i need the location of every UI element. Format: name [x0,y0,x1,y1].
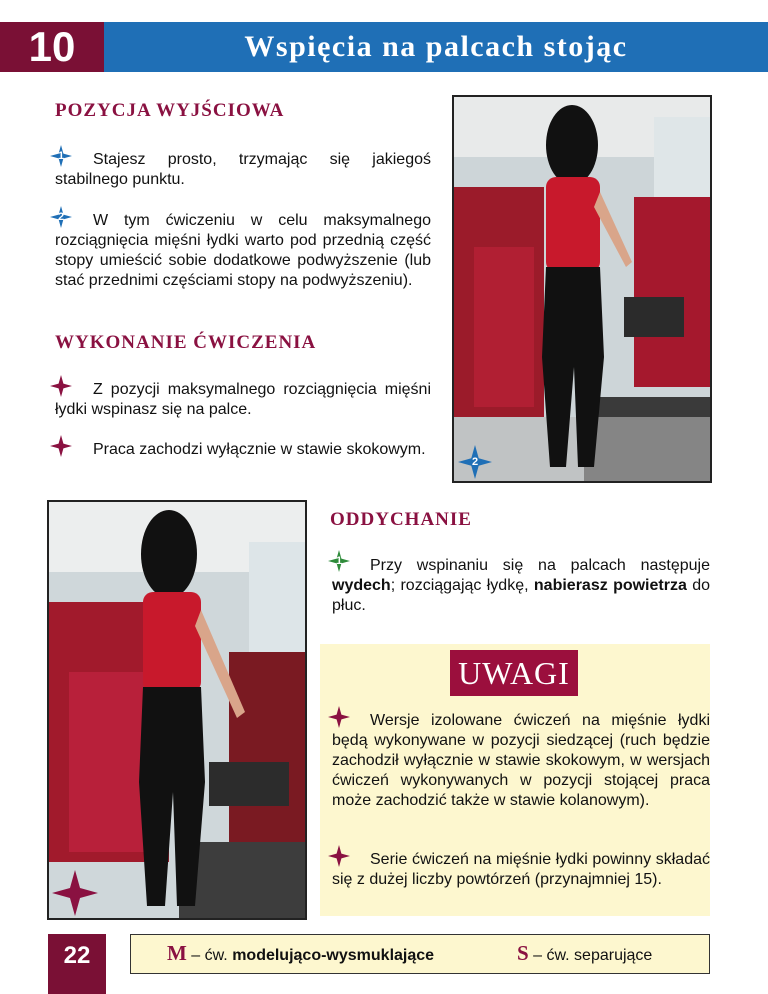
legend-letter: S [517,941,529,965]
photo-illustration [49,502,305,918]
paragraph: Z pozycji maksymalnego rozciągnięcia mięśni łydki wspinasz się na palce. [55,381,431,418]
exercise-photo-top [452,95,712,483]
marker-number: 2 [471,456,479,468]
notes-heading: UWAGI [450,650,578,696]
exercise-photo-bottom [47,500,307,920]
bold-term: nabierasz powietrza [533,577,687,594]
marker-number: 1 [335,555,343,567]
section-heading-breath: ODDYCHANIE [330,509,472,530]
page-title: Wspięcia na palcach stojąc [104,22,768,72]
bold-term: wydech [332,577,391,594]
photo-illustration [454,97,710,481]
page-number: 22 [48,934,106,994]
legend-m [167,935,434,974]
paragraph: Wersje izolowane ćwiczeń na mięśnie łydki będą wykonywane w pozycji siedzącej (ruch będzie zachodził wyłącznie w stawie skokowym, w wersjach ćwiczeń wykonywanych w pozycji stojącej praca może zachodzić także w stawie kolanowym). [332,712,710,809]
paragraph: Stajesz prosto, trzymając się jakiegoś stabilnego punktu. [55,151,431,188]
marker-number: 1 [57,150,65,162]
legend-text: – ćw. [186,947,233,964]
star-decoration-icon [52,870,98,916]
section-heading-start: POZYCJA WYJŚCIOWA [55,100,285,121]
exercise-number: 10 [0,22,104,72]
paragraph [332,556,710,616]
legend-text: – ćw. separujące [528,947,653,964]
text: Przy wspinaniu się na palcach następuje [370,557,710,574]
legend-bold: modelująco-wysmuklające [232,947,435,964]
paragraph: Serie ćwiczeń na mięśnie łydki powinny składać się z dużej liczby powtórzeń (przynajmniej 15). [332,851,710,888]
legend-bar [130,934,710,974]
legend-letter: M [167,941,187,965]
marker-number: 2 [57,211,65,223]
paragraph: Praca zachodzi wyłącznie w stawie skokowym. [93,441,426,458]
paragraph: W tym ćwiczeniu w celu maksymalnego rozciągnięcia mięśni łydki warto pod przednią część stopy umieścić sobie dodatkowe podwyższenie (lub stać przednimi częściami stopy na podwyższeniu). [55,212,431,289]
text: do płuc. [332,577,711,614]
text: ; rozciągając łydkę, [390,577,534,594]
legend-s [517,935,652,974]
section-heading-exec: WYKONANIE ĆWICZENIA [55,332,317,353]
